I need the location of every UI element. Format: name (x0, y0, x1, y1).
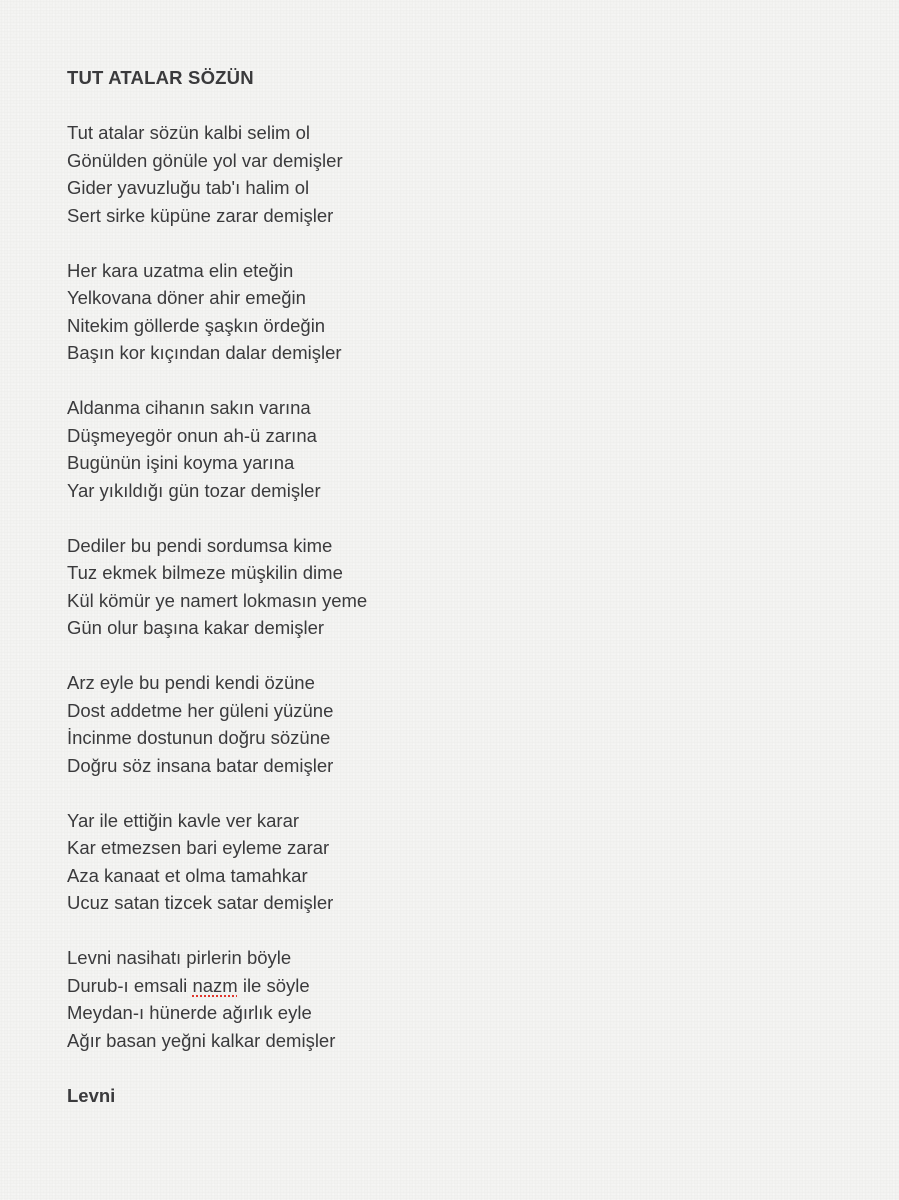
poem-line: Dost addetme her güleni yüzüne (67, 699, 334, 721)
stanza-2 (67, 257, 847, 367)
author-signature: Levni (67, 1084, 116, 1106)
poem-line: Tut atalar sözün kalbi selim ol (67, 122, 311, 143)
stanza-7 (67, 944, 847, 1054)
stanza-4 (67, 532, 847, 642)
stanza-5 (67, 669, 847, 779)
stanza-3 (67, 394, 847, 504)
poem-line: Doğru söz insana batar demişler (67, 754, 334, 776)
poem-line: Kül kömür ye namert lokmasın yeme (67, 589, 368, 611)
poem-title: TUT ATALAR SÖZÜN (67, 67, 254, 88)
poem-line: İncinme dostunun doğru sözüne (67, 727, 331, 748)
poem-line: Sert sirke küpüne zarar demişler (67, 204, 334, 226)
misspelled-word[interactable]: nazm (192, 974, 238, 996)
poem-line: Levni nasihatı pirlerin böyle (67, 947, 292, 968)
poem-line: Her kara uzatma elin eteğin (67, 259, 294, 281)
stanza-1 (67, 119, 847, 229)
note-body[interactable] (67, 64, 847, 1109)
poem-line: Gider yavuzluğu tab'ı halim ol (67, 177, 310, 198)
stanza-6 (67, 807, 847, 917)
line-text-before: Durub-ı emsali (67, 974, 193, 996)
line-text-after: ile söyle (237, 974, 310, 996)
poem-line: Ucuz satan tizcek satar demişler (67, 892, 334, 913)
poem-line: Arz eyle bu pendi kendi özüne (67, 672, 315, 693)
poem-line: Aza kanaat et olma tamahkar (67, 864, 308, 886)
poem-line: Meydan-ı hünerde ağırlık eyle (67, 1002, 312, 1023)
poem-line: Nitekim göllerde şaşkın ördeğin (67, 314, 326, 336)
poem-line: Yar ile ettiğin kavle ver karar (67, 809, 300, 831)
poem-line: Ağır basan yeğni kalkar demişler (67, 1029, 336, 1051)
poem-line: Aldanma cihanın sakın varına (67, 397, 311, 418)
poem-line: Kar etmezsen bari eyleme zarar (67, 837, 330, 858)
poem-line: Gönülden gönüle yol var demişler (67, 149, 343, 171)
poem-line-with-spellcheck (67, 972, 847, 1000)
poem-line: Bugünün işini koyma yarına (67, 452, 295, 473)
poem-line: Düşmeyegör onun ah-ü zarına (67, 424, 317, 446)
poem-line: Yar yıkıldığı gün tozar demişler (67, 479, 321, 501)
poem-line: Başın kor kıçından dalar demişler (67, 342, 342, 363)
poem-line: Dediler bu pendi sordumsa kime (67, 534, 333, 556)
poem-line: Tuz ekmek bilmeze müşkilin dime (67, 562, 343, 583)
poem-line: Gün olur başına kakar demişler (67, 617, 325, 638)
poem-line: Yelkovana döner ahir emeğin (67, 287, 306, 308)
